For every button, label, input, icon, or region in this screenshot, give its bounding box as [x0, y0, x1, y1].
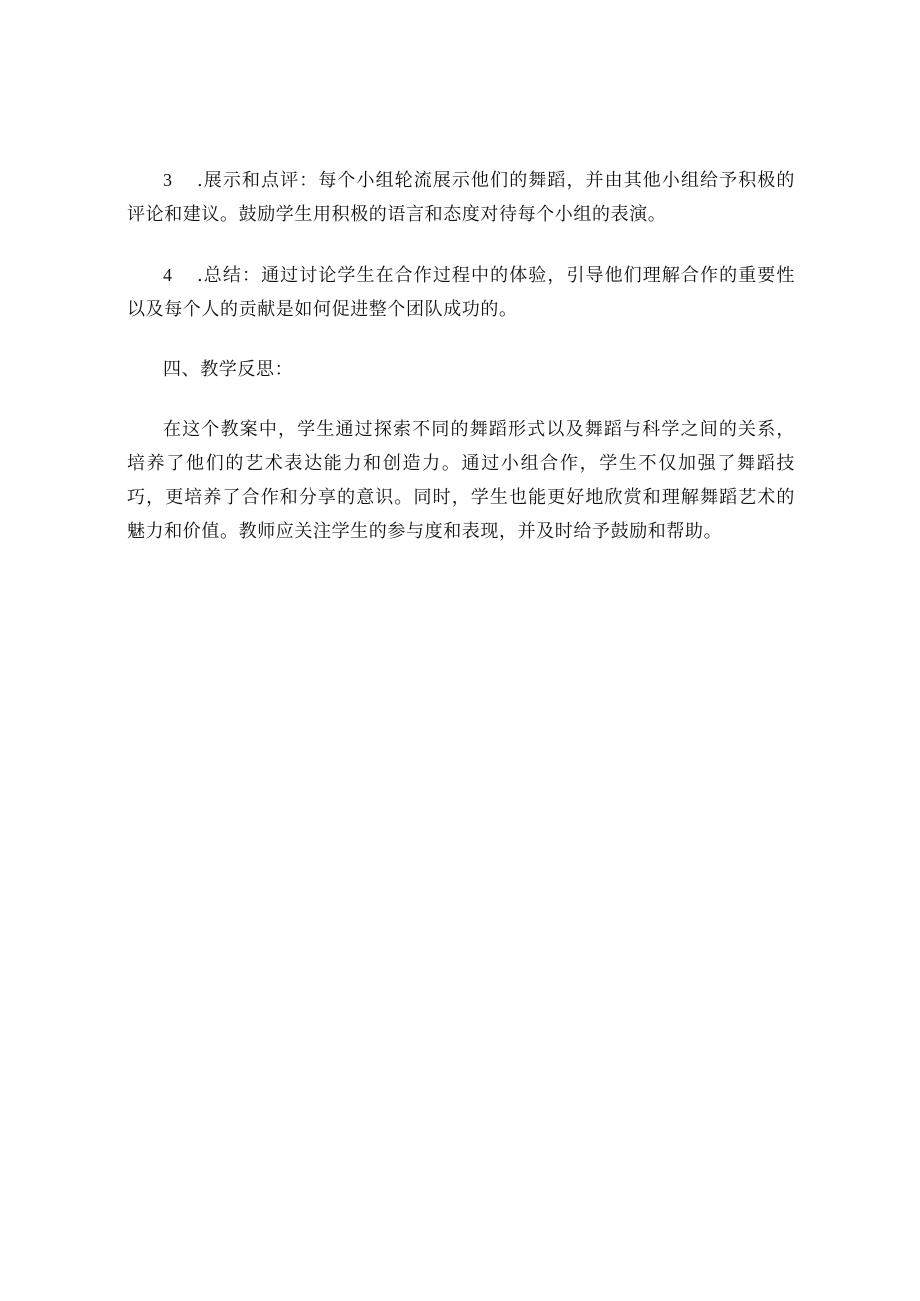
list-item-4 [127, 258, 795, 327]
item-number: 4 [163, 265, 173, 285]
item-number: 3 [163, 170, 173, 190]
item-text: .总结：通过讨论学生在合作过程中的体验，引导他们理解合作的重要性以及每个人的贡献是如何促进整个团队成功的。 [127, 265, 795, 320]
document-body [127, 163, 795, 575]
item-text: .展示和点评：每个小组轮流展示他们的舞蹈，并由其他小组给予积极的评论和建议。鼓励学生用积极的语言和态度对待每个小组的表演。 [127, 170, 795, 225]
section-heading: 四、教学反思： [163, 359, 294, 380]
list-item-3 [127, 163, 795, 232]
reflection-paragraph: 在这个教案中，学生通过探索不同的舞蹈形式以及舞蹈与科学之间的关系，培养了他们的艺术表达能力和创造力。通过小组合作，学生不仅加强了舞蹈技巧，更培养了合作和分享的意识。同时，学生也能更好地欣赏和理解舞蹈艺术的魅力和价值。教师应关注学生的参与度和表现，并及时给予鼓励和帮助。 [127, 419, 795, 542]
